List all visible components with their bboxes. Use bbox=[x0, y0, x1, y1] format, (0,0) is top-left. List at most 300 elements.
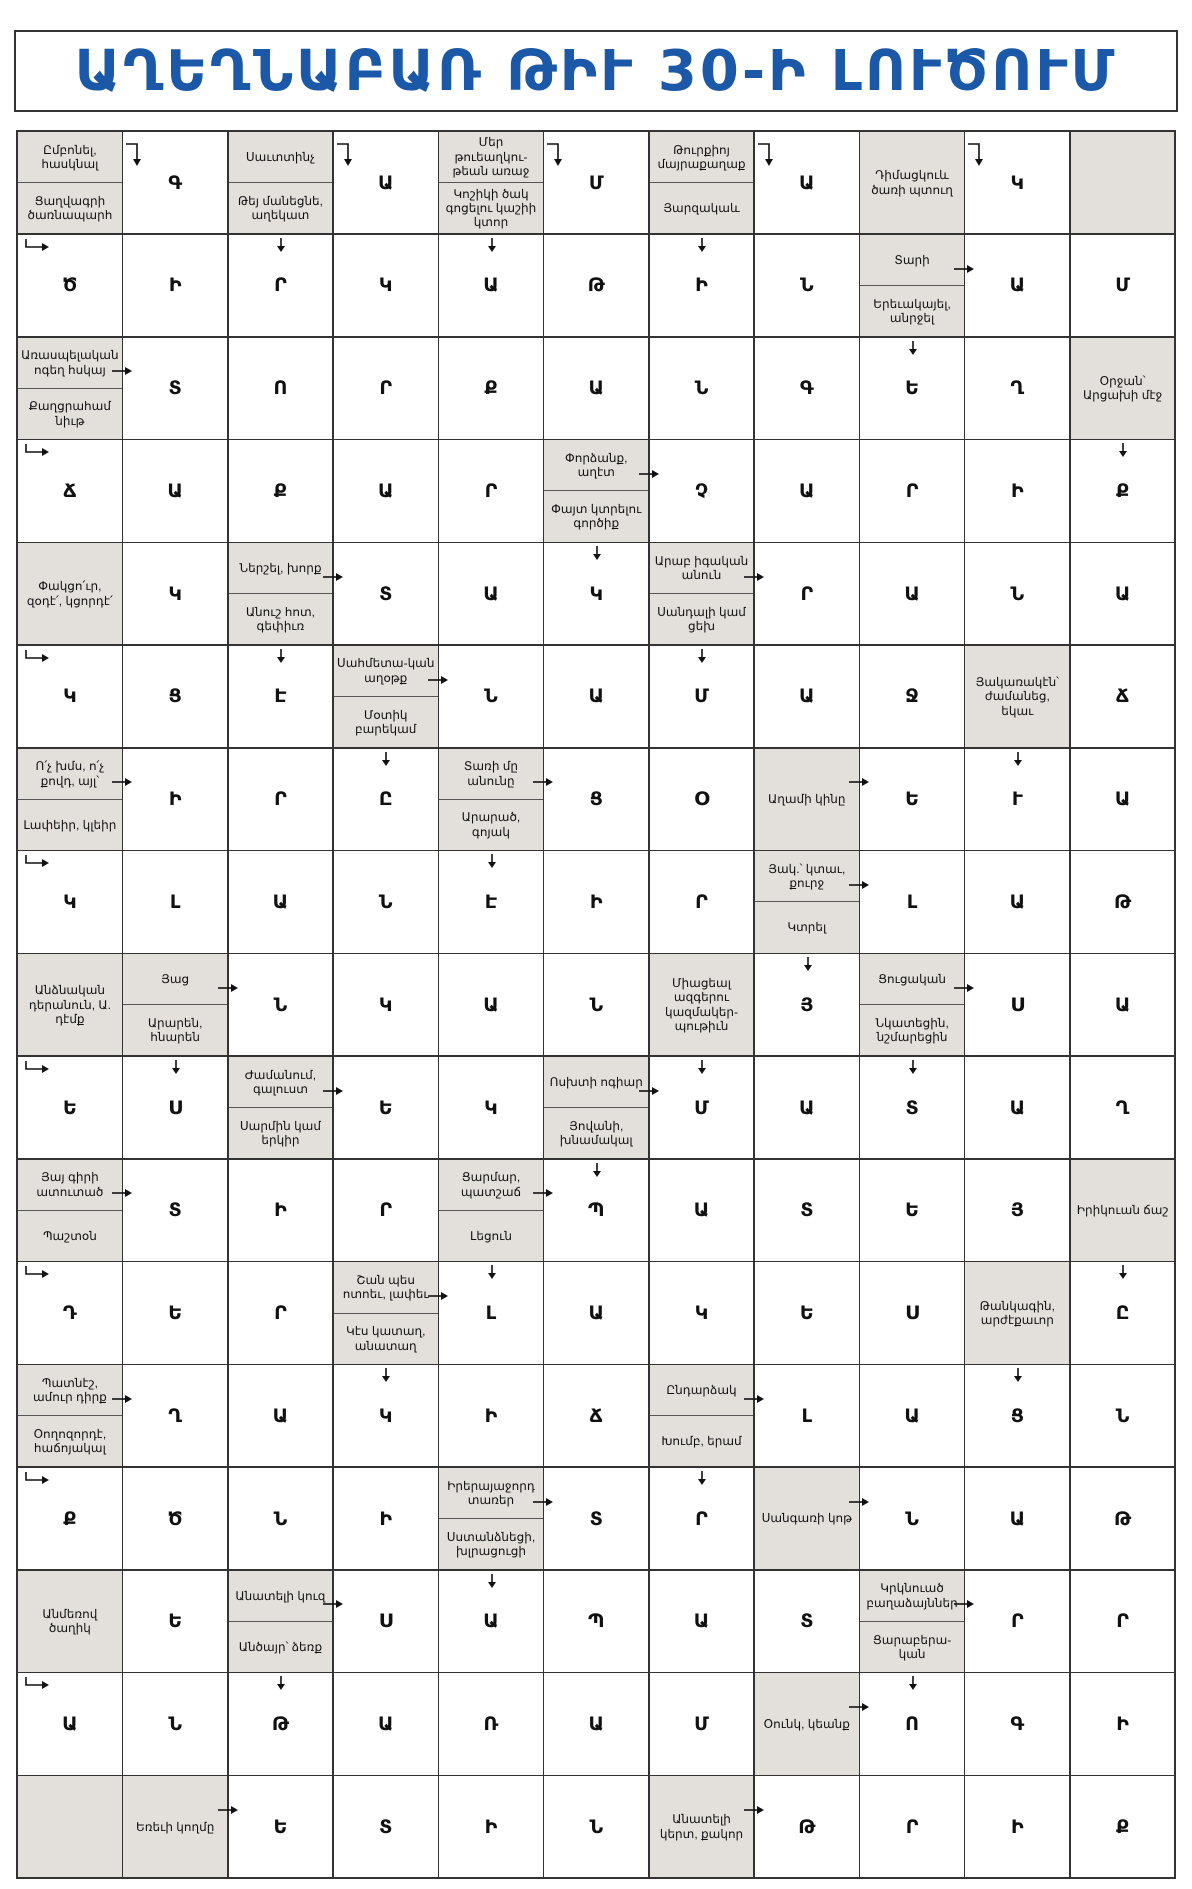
letter-cell[interactable] bbox=[334, 1776, 440, 1879]
arrow-down-icon bbox=[487, 1264, 497, 1280]
letter-cell[interactable] bbox=[123, 851, 229, 954]
clue-cell bbox=[1071, 1160, 1177, 1263]
letter-cell[interactable] bbox=[965, 954, 1071, 1057]
letter-cell[interactable] bbox=[544, 1776, 650, 1879]
arrow-right-icon bbox=[322, 572, 344, 582]
arrow-right-icon bbox=[638, 1086, 660, 1096]
cell-letter: Տ bbox=[168, 1199, 182, 1222]
clue-text: Իրիկուան ճաշ bbox=[1076, 1203, 1169, 1218]
clue-text: Թուրքիոյ մայրաքաղաք bbox=[657, 142, 746, 172]
clue-text: Փորձանք, աղէտ bbox=[564, 450, 628, 480]
letter-cell[interactable] bbox=[755, 235, 861, 338]
cell-letter: Ա bbox=[62, 1713, 78, 1736]
letter-cell[interactable] bbox=[123, 1571, 229, 1674]
arrow-bend-icon bbox=[24, 1676, 50, 1692]
letter-cell[interactable] bbox=[965, 1160, 1071, 1263]
letter-cell[interactable] bbox=[439, 1673, 545, 1776]
arrow-right-icon bbox=[322, 1599, 344, 1609]
letter-cell[interactable] bbox=[1071, 235, 1177, 338]
clue-text: Մեր թուեաղկու-թեան առաջ bbox=[452, 135, 530, 179]
arrow-right-icon bbox=[743, 1394, 765, 1404]
clue-cell bbox=[18, 954, 124, 1057]
letter-cell[interactable] bbox=[123, 1673, 229, 1776]
letter-cell[interactable] bbox=[334, 235, 440, 338]
letter-cell[interactable] bbox=[1071, 1057, 1177, 1160]
letter-cell[interactable] bbox=[860, 749, 966, 852]
cell-letter: Կ bbox=[694, 1302, 709, 1325]
cell-letter: Ց bbox=[168, 685, 182, 708]
cell-letter: Ծ bbox=[167, 1507, 183, 1530]
letter-cell[interactable] bbox=[334, 1571, 440, 1674]
cell-letter: Ե bbox=[378, 1096, 393, 1119]
letter-cell[interactable] bbox=[544, 235, 650, 338]
arrow-bend-icon bbox=[24, 854, 50, 870]
arrow-down-icon bbox=[381, 751, 391, 767]
letter-cell[interactable] bbox=[123, 543, 229, 646]
letter-cell[interactable] bbox=[123, 440, 229, 543]
cell-letter: Տ bbox=[800, 1199, 814, 1222]
arrow-right-icon bbox=[532, 1188, 554, 1198]
clue-cell bbox=[650, 954, 756, 1057]
clue-cell bbox=[650, 132, 756, 235]
letter-cell[interactable] bbox=[334, 1057, 440, 1160]
clue-text: Առասպելական ոգեղ հսկայ bbox=[21, 348, 119, 377]
cell-letter: Տ bbox=[800, 1610, 814, 1633]
clue-text: Յակառակէն՝ ժամանեց, եկաւ bbox=[975, 674, 1060, 718]
letter-cell[interactable] bbox=[755, 1776, 861, 1879]
cell-letter: Ե bbox=[905, 377, 919, 400]
letter-cell[interactable] bbox=[860, 1468, 966, 1571]
letter-cell[interactable] bbox=[544, 851, 650, 954]
letter-cell[interactable] bbox=[544, 1673, 650, 1776]
cell-letter: Ա bbox=[588, 685, 604, 708]
cell-letter: Ի bbox=[589, 890, 603, 913]
clue-cell bbox=[965, 1262, 1071, 1365]
clue-cell bbox=[650, 1365, 756, 1468]
letter-cell[interactable] bbox=[650, 1673, 756, 1776]
cell-letter: Յ bbox=[800, 993, 814, 1016]
cell-letter: Ի bbox=[379, 1507, 393, 1530]
cell-letter: Ք bbox=[1115, 479, 1130, 502]
clue-text: Անատելի կերտ, քակոր bbox=[659, 1812, 744, 1841]
clue-text: Յաց bbox=[161, 971, 190, 986]
arrow-right-icon bbox=[111, 1188, 133, 1198]
clue-text: Թեյ մանեցնե, աղեկատ bbox=[229, 182, 333, 233]
letter-cell[interactable] bbox=[334, 543, 440, 646]
cell-letter: Ն bbox=[799, 274, 814, 297]
letter-cell[interactable] bbox=[229, 1365, 335, 1468]
arrow-down-icon bbox=[908, 340, 918, 356]
letter-cell[interactable] bbox=[860, 543, 966, 646]
letter-cell[interactable] bbox=[860, 1160, 966, 1263]
clue-text: Ըմբոնել, հասկնալ bbox=[41, 142, 99, 172]
clue-text: Ներշել, խորք bbox=[239, 560, 322, 575]
arrow-right-icon bbox=[848, 880, 870, 890]
clue-text: Սաւտտինչ bbox=[245, 149, 315, 164]
arrow-down-icon bbox=[1013, 1367, 1023, 1383]
clue-cell bbox=[544, 1057, 650, 1160]
arrow-right-icon bbox=[217, 1805, 239, 1815]
arrow-down-icon bbox=[276, 237, 286, 253]
clue-text: Ցաղվագրի ծառնապարհ bbox=[18, 182, 122, 233]
letter-cell[interactable] bbox=[334, 1468, 440, 1571]
letter-cell[interactable] bbox=[123, 235, 229, 338]
cell-letter: Ց bbox=[1010, 1404, 1024, 1427]
letter-cell[interactable] bbox=[439, 646, 545, 749]
clue-cell bbox=[229, 1571, 335, 1674]
letter-cell[interactable] bbox=[229, 1468, 335, 1571]
letter-cell[interactable] bbox=[1071, 1571, 1177, 1674]
clue-cell bbox=[860, 235, 966, 338]
letter-cell[interactable] bbox=[755, 646, 861, 749]
letter-cell[interactable] bbox=[1071, 851, 1177, 954]
arrow-right-icon bbox=[111, 777, 133, 787]
arrow-bend-down-icon bbox=[546, 140, 566, 168]
cell-letter: Կ bbox=[378, 1404, 393, 1427]
clue-text: Անուշ հոտ, գեփիւռ bbox=[229, 593, 333, 644]
clue-text: Օողոզորդէ, հաճոյակալ bbox=[18, 1415, 122, 1466]
clue-cell bbox=[1071, 338, 1177, 441]
letter-cell[interactable] bbox=[439, 338, 545, 441]
arrow-down-icon bbox=[487, 237, 497, 253]
arrow-bend-down-icon bbox=[336, 140, 356, 168]
cell-letter: Մ bbox=[588, 171, 604, 194]
letter-cell[interactable] bbox=[1071, 1673, 1177, 1776]
arrow-right-icon bbox=[638, 469, 660, 479]
letter-cell[interactable] bbox=[123, 338, 229, 441]
clue-text: Կէս կատաղ, անատաղ bbox=[334, 1313, 438, 1364]
clue-text: Նկատեցին, նշմարեցին bbox=[860, 1004, 964, 1055]
clue-text: Կրկնուած բաղաձայններ bbox=[866, 1581, 958, 1610]
cell-letter: Տ bbox=[379, 582, 393, 605]
clue-text: Դիմացկուև ծառի պտուղ bbox=[871, 168, 953, 197]
letter-cell[interactable] bbox=[229, 1160, 335, 1263]
arrow-bend-icon bbox=[24, 1265, 50, 1281]
clue-text: Թանկագին, արժէքաւոր bbox=[979, 1298, 1055, 1328]
cell-letter: Ս bbox=[905, 1302, 919, 1325]
cell-letter: Կ bbox=[378, 993, 393, 1016]
cell-letter: Ղ bbox=[1010, 377, 1025, 400]
cell-letter: Լ bbox=[906, 890, 918, 913]
arrow-bend-icon bbox=[24, 1471, 50, 1487]
cell-letter: Ա bbox=[272, 890, 289, 913]
cell-letter: Ր bbox=[1011, 1610, 1024, 1633]
letter-cell[interactable] bbox=[544, 1365, 650, 1468]
arrow-bend-down-icon bbox=[967, 140, 987, 168]
letter-cell[interactable] bbox=[439, 954, 545, 1057]
letter-cell[interactable] bbox=[1071, 1776, 1177, 1879]
letter-cell[interactable] bbox=[334, 954, 440, 1057]
letter-cell[interactable] bbox=[650, 749, 756, 852]
letter-cell[interactable] bbox=[650, 851, 756, 954]
clue-cell bbox=[439, 132, 545, 235]
arrow-bend-icon bbox=[24, 649, 50, 665]
cell-letter: Թ bbox=[1114, 1507, 1132, 1530]
cell-letter: Տ bbox=[168, 377, 182, 400]
arrow-right-icon bbox=[217, 983, 239, 993]
cell-letter: Ո bbox=[905, 1713, 919, 1736]
letter-cell[interactable] bbox=[650, 1262, 756, 1365]
letter-cell[interactable] bbox=[965, 235, 1071, 338]
letter-cell[interactable] bbox=[544, 1468, 650, 1571]
letter-cell[interactable] bbox=[1071, 646, 1177, 749]
cell-letter: Ա bbox=[1114, 788, 1131, 811]
letter-cell[interactable] bbox=[860, 1262, 966, 1365]
letter-cell[interactable] bbox=[544, 954, 650, 1057]
clue-cell bbox=[18, 1365, 124, 1468]
cell-letter: Ա bbox=[1114, 582, 1131, 605]
letter-cell[interactable] bbox=[229, 338, 335, 441]
letter-cell[interactable] bbox=[965, 851, 1071, 954]
cell-letter: Ե bbox=[168, 1302, 183, 1325]
letter-cell[interactable] bbox=[860, 1365, 966, 1468]
letter-cell[interactable] bbox=[965, 1673, 1071, 1776]
letter-cell[interactable] bbox=[544, 1262, 650, 1365]
letter-cell[interactable] bbox=[544, 749, 650, 852]
cell-letter: Գ bbox=[1010, 1713, 1025, 1736]
cell-letter: Կ bbox=[484, 1096, 498, 1119]
cell-letter: Ա bbox=[799, 685, 815, 708]
letter-cell[interactable] bbox=[860, 646, 966, 749]
cell-letter: Մ bbox=[1115, 274, 1131, 297]
cell-letter: Ա bbox=[799, 479, 815, 502]
letter-cell[interactable] bbox=[1071, 1468, 1177, 1571]
clue-cell bbox=[860, 132, 966, 235]
clue-cell bbox=[439, 1160, 545, 1263]
cell-letter: Ռ bbox=[483, 1713, 499, 1736]
clue-cell bbox=[965, 646, 1071, 749]
letter-cell[interactable] bbox=[334, 440, 440, 543]
cell-letter: Ի bbox=[168, 274, 182, 297]
letter-cell[interactable] bbox=[650, 1160, 756, 1263]
letter-cell[interactable] bbox=[755, 338, 861, 441]
arrow-right-icon bbox=[532, 1497, 554, 1507]
letter-cell[interactable] bbox=[334, 851, 440, 954]
arrow-down-icon bbox=[1118, 442, 1128, 458]
arrow-right-icon bbox=[953, 264, 975, 274]
clue-text: Անձնական դերանուն, Ա. դէմք bbox=[28, 983, 111, 1026]
letter-cell[interactable] bbox=[334, 338, 440, 441]
clue-cell bbox=[123, 954, 229, 1057]
cell-letter: Ի bbox=[274, 1199, 287, 1222]
cell-letter: Թ bbox=[587, 274, 605, 297]
clue-cell bbox=[334, 646, 440, 749]
letter-cell[interactable] bbox=[860, 1776, 966, 1879]
cell-letter: Ն bbox=[1115, 1404, 1130, 1427]
cell-letter: Է bbox=[484, 890, 498, 913]
clue-text: Փայտ կտրելու գործիք bbox=[544, 490, 648, 541]
letter-cell[interactable] bbox=[439, 543, 545, 646]
letter-cell[interactable] bbox=[755, 1057, 861, 1160]
arrow-down-icon bbox=[1013, 751, 1023, 767]
letter-cell[interactable] bbox=[334, 1160, 440, 1263]
page-title: ԱՂԵՂՆԱԲԱՌ ԹԻՒ 30-Ի ԼՈՒԾՈՒՄ bbox=[14, 30, 1178, 112]
clue-cell bbox=[229, 132, 335, 235]
letter-cell[interactable] bbox=[229, 749, 335, 852]
cell-letter: Լ bbox=[801, 1404, 813, 1427]
letter-cell[interactable] bbox=[123, 646, 229, 749]
arrow-right-icon bbox=[743, 1805, 765, 1815]
letter-cell[interactable] bbox=[755, 543, 861, 646]
clue-text: Եռեւի կողմը bbox=[135, 1819, 215, 1834]
clue-text: Սանգառի կոթ bbox=[761, 1511, 853, 1526]
clue-text: Օունկ, կեանք bbox=[763, 1716, 850, 1731]
cell-letter: Կ bbox=[378, 274, 393, 297]
cell-letter: Չ bbox=[695, 479, 708, 502]
arrow-down-icon bbox=[276, 1675, 286, 1691]
clue-text: Իրերայաջորդ տառեր bbox=[447, 1478, 535, 1507]
arrow-right-icon bbox=[427, 675, 449, 685]
letter-cell[interactable] bbox=[229, 1776, 335, 1879]
cell-letter: Գ bbox=[168, 171, 183, 194]
clue-cell bbox=[755, 1468, 861, 1571]
letter-cell[interactable] bbox=[1071, 749, 1177, 852]
clue-text: Պաշտօն bbox=[18, 1210, 122, 1261]
cell-letter: Օ bbox=[694, 788, 709, 811]
clue-text: Տարի bbox=[894, 252, 930, 267]
arrow-down-icon bbox=[592, 1162, 602, 1178]
letter-cell[interactable] bbox=[860, 851, 966, 954]
clue-cell bbox=[650, 543, 756, 646]
letter-cell[interactable] bbox=[229, 440, 335, 543]
letter-cell[interactable] bbox=[755, 440, 861, 543]
cell-letter: Ա bbox=[483, 274, 499, 297]
arrow-bend-icon bbox=[24, 1060, 50, 1076]
clue-text: Միացեալ ազգերու կազմակեր-պութիւն bbox=[664, 975, 739, 1034]
arrow-right-icon bbox=[953, 983, 975, 993]
letter-cell[interactable] bbox=[965, 440, 1071, 543]
cell-letter: Ր bbox=[379, 377, 393, 400]
arrow-down-icon bbox=[697, 1470, 707, 1486]
letter-cell[interactable] bbox=[123, 1262, 229, 1365]
arrow-bend-icon bbox=[24, 238, 50, 254]
letter-cell[interactable] bbox=[229, 851, 335, 954]
cell-letter: Ն bbox=[905, 1507, 919, 1530]
cell-letter: Լ bbox=[485, 1302, 497, 1325]
arrow-down-icon bbox=[908, 1059, 918, 1075]
letter-cell[interactable] bbox=[544, 646, 650, 749]
clue-cell bbox=[439, 749, 545, 852]
letter-cell[interactable] bbox=[439, 1057, 545, 1160]
clue-cell bbox=[860, 954, 966, 1057]
cell-letter: Ա bbox=[377, 1713, 394, 1736]
letter-cell[interactable] bbox=[965, 338, 1071, 441]
arrow-down-icon bbox=[803, 956, 813, 972]
clue-text: Շան պես ոտոեւ, լափեւ bbox=[342, 1273, 429, 1302]
cell-letter: Ճ bbox=[1115, 685, 1130, 708]
cell-letter: Մ bbox=[694, 1096, 709, 1119]
cell-letter: Կ bbox=[63, 685, 77, 708]
clue-text: Փակցո՛ւր, զօդէ՛, կցորդէ՛ bbox=[26, 579, 113, 608]
arrow-right-icon bbox=[322, 1086, 344, 1096]
letter-cell[interactable] bbox=[439, 1776, 545, 1879]
cell-letter: Ի bbox=[484, 1404, 498, 1427]
letter-cell[interactable] bbox=[123, 1160, 229, 1263]
clue-cell bbox=[18, 1571, 124, 1674]
letter-cell[interactable] bbox=[755, 1160, 861, 1263]
cell-letter: Կ bbox=[168, 582, 182, 605]
cell-letter: Ր bbox=[379, 1199, 393, 1222]
cell-letter: Ս bbox=[168, 1096, 183, 1119]
cell-letter: Ի bbox=[168, 788, 182, 811]
letter-cell[interactable] bbox=[650, 440, 756, 543]
clue-text: Աղամի կինը bbox=[768, 792, 846, 806]
letter-cell[interactable] bbox=[860, 440, 966, 543]
letter-cell[interactable] bbox=[123, 1365, 229, 1468]
arrow-bend-down-icon bbox=[757, 140, 777, 168]
arrow-down-icon bbox=[697, 1059, 707, 1075]
letter-cell[interactable] bbox=[965, 1468, 1071, 1571]
letter-cell[interactable] bbox=[439, 440, 545, 543]
cell-letter: Ը bbox=[378, 788, 393, 811]
cell-letter: Ա bbox=[167, 479, 183, 502]
letter-cell[interactable] bbox=[123, 1468, 229, 1571]
cell-letter: Ւ bbox=[1011, 788, 1023, 811]
cell-letter: Ո bbox=[273, 377, 288, 400]
cell-letter: Թ bbox=[1114, 890, 1132, 913]
cell-letter: Տ bbox=[379, 1815, 393, 1838]
cell-letter: Ն bbox=[168, 1713, 182, 1736]
arrow-down-icon bbox=[1118, 1264, 1128, 1280]
clue-cell bbox=[123, 1776, 229, 1879]
cell-letter: Ա bbox=[1009, 1096, 1026, 1119]
letter-cell[interactable] bbox=[229, 1262, 335, 1365]
clue-cell bbox=[860, 1571, 966, 1674]
cell-letter: Ա bbox=[693, 1199, 710, 1222]
letter-cell[interactable] bbox=[1071, 543, 1177, 646]
clue-text: Յայ գիրի ատուտած bbox=[36, 1170, 104, 1199]
clue-text: Օրջան՝ Արցախի մէջ bbox=[1082, 373, 1163, 403]
letter-cell[interactable] bbox=[755, 1365, 861, 1468]
cell-letter: Ր bbox=[695, 890, 708, 913]
letter-cell[interactable] bbox=[650, 338, 756, 441]
arrow-down-icon bbox=[908, 1675, 918, 1691]
cell-letter: Ս bbox=[1010, 993, 1025, 1016]
cell-letter: Ր bbox=[905, 479, 919, 502]
clue-text: Լափեիր, կլեիր bbox=[18, 799, 122, 850]
letter-cell[interactable] bbox=[755, 1262, 861, 1365]
letter-cell[interactable] bbox=[334, 1673, 440, 1776]
letter-cell[interactable] bbox=[965, 543, 1071, 646]
cell-letter: Ե bbox=[168, 1610, 183, 1633]
letter-cell[interactable] bbox=[544, 338, 650, 441]
cell-letter: Ա bbox=[1114, 993, 1131, 1016]
cell-letter: Կ bbox=[1010, 171, 1025, 194]
cell-letter: Տ bbox=[589, 1507, 603, 1530]
letter-cell[interactable] bbox=[1071, 954, 1177, 1057]
letter-cell[interactable] bbox=[755, 1571, 861, 1674]
cell-letter: Ե bbox=[799, 1302, 814, 1325]
clue-text: Ընդարձակ bbox=[666, 1383, 737, 1398]
letter-cell[interactable] bbox=[544, 1571, 650, 1674]
cell-letter: Ն bbox=[694, 377, 709, 400]
letter-cell[interactable] bbox=[965, 1776, 1071, 1879]
letter-cell[interactable] bbox=[439, 1365, 545, 1468]
letter-cell[interactable] bbox=[965, 1057, 1071, 1160]
cell-letter: Է bbox=[274, 685, 287, 708]
arrow-down-icon bbox=[276, 648, 286, 664]
arrow-down-icon bbox=[697, 648, 707, 664]
letter-cell[interactable] bbox=[965, 1571, 1071, 1674]
letter-cell[interactable] bbox=[229, 954, 335, 1057]
clue-cell bbox=[755, 1673, 861, 1776]
clue-text: Պատնէշ, ամուր դիրք bbox=[32, 1375, 107, 1405]
clue-text: Ոսխտի ոգիար bbox=[549, 1074, 643, 1089]
letter-cell[interactable] bbox=[1071, 1365, 1177, 1468]
letter-cell[interactable] bbox=[123, 749, 229, 852]
cell-letter: Կ bbox=[63, 890, 77, 913]
letter-cell[interactable] bbox=[650, 1571, 756, 1674]
